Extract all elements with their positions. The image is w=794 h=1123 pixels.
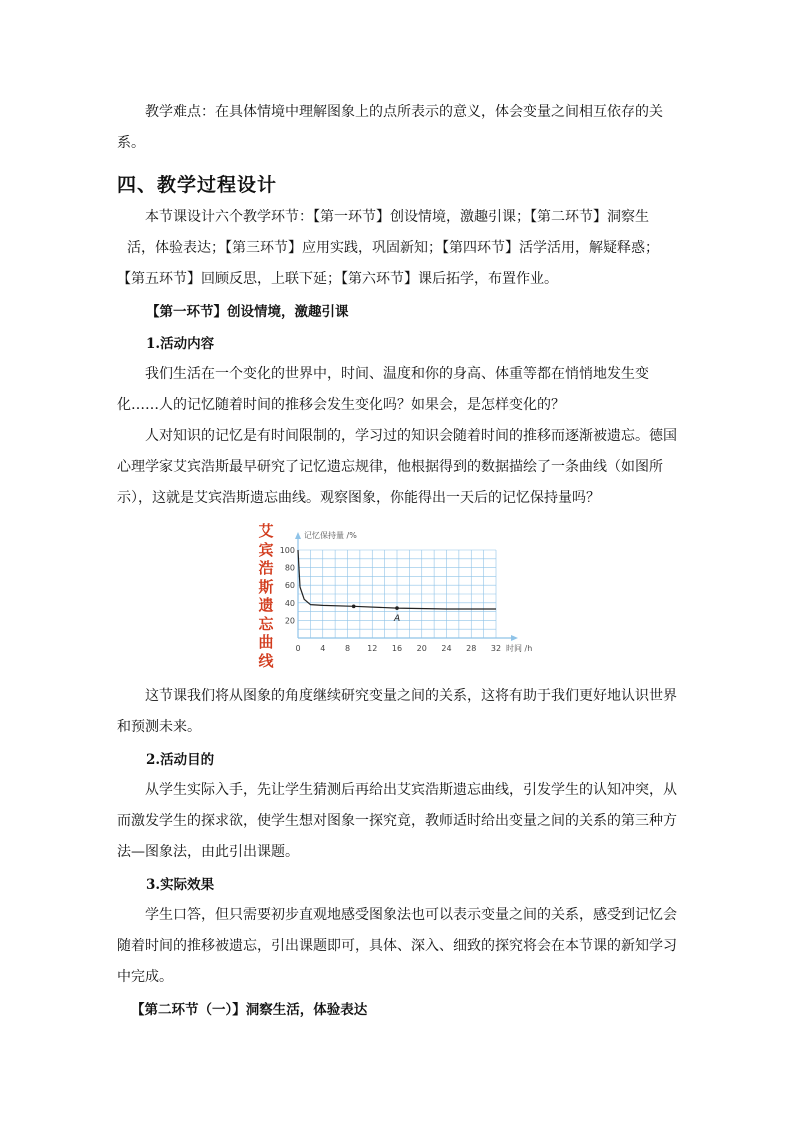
effect-line-1: 学生口答，但只需要初步直观地感受图象法也可以表示变量之间的关系，感受到记忆会 bbox=[145, 907, 677, 923]
y-tick-label: 20 bbox=[284, 616, 295, 626]
goal-line-2: 而激发学生的探求欲，使学生想对图象一探究竟，教师适时给出变量之间的关系的第三种方 bbox=[117, 813, 677, 829]
x-axis-label: 时间 /h bbox=[506, 644, 533, 653]
x-axis-arrow bbox=[511, 635, 518, 641]
teaching-difficulty-line-2: 系。 bbox=[117, 135, 145, 151]
x-tick-label: 32 bbox=[490, 644, 502, 653]
y-axis-arrow bbox=[295, 532, 301, 539]
intro-line-2: 活，体验表达；【第三环节】应用实践，巩固新知；【第四环节】活学活用，解疑释惑； bbox=[127, 240, 659, 256]
y-tick-label: 100 bbox=[279, 546, 295, 555]
x-tick-label: 12 bbox=[367, 644, 378, 653]
y-tick-label: 40 bbox=[284, 598, 295, 608]
teaching-difficulty-line-1: 教学难点：在具体情境中理解图象上的点所表示的意义，体会变量之间相互依存的关 bbox=[145, 104, 663, 120]
paragraph-2-line-2: 心理学家艾宾浩斯最早研究了记忆遗忘规律，他根据得到的数据描绘了一条曲线（如图所 bbox=[117, 459, 663, 475]
chart-title-char: 忘 bbox=[258, 614, 274, 633]
after-chart-line-1: 这节课我们将从图象的角度继续研究变量之间的关系，这将有助于我们更好地认识世界 bbox=[145, 688, 677, 704]
chart-title-char: 浩 bbox=[258, 559, 274, 577]
forgetting-curve-figure bbox=[248, 520, 548, 668]
paragraph-1-line-1: 我们生活在一个变化的世界中，时间、温度和你的身高、体重等都在悄悄地发生变 bbox=[145, 366, 649, 382]
chart-title-char: 曲 bbox=[258, 633, 274, 651]
x-tick-label: 24 bbox=[441, 644, 452, 653]
x-tick-label: 4 bbox=[320, 644, 326, 653]
stage1-heading: 【第一环节】创设情境，激趣引课 bbox=[146, 304, 349, 320]
chart-title-char: 线 bbox=[258, 651, 274, 670]
paragraph-1-line-2: 化……人的记忆随着时间的推移会发生变化吗？如果会，是怎样变化的？ bbox=[117, 397, 565, 413]
actual-effect-title: 3.实际效果 bbox=[146, 877, 215, 893]
after-chart-line-2: 和预测未来。 bbox=[117, 719, 201, 735]
chart-title-char: 遗 bbox=[258, 596, 274, 614]
point-label: A bbox=[394, 614, 401, 625]
forgetting-curve-chart bbox=[248, 520, 548, 668]
curve-point bbox=[352, 605, 356, 609]
activity-content-title: 1.活动内容 bbox=[146, 336, 215, 352]
y-tick-label: 60 bbox=[284, 581, 295, 591]
x-tick-label: 20 bbox=[416, 644, 427, 653]
chart-title-char: 斯 bbox=[258, 577, 274, 596]
section-title: 四、教学过程设计 bbox=[117, 174, 278, 196]
intro-line-1: 本节课设计六个教学环节：【第一环节】创设情境，激趣引课；【第二环节】洞察生 bbox=[145, 209, 649, 225]
y-tick-label: 80 bbox=[284, 563, 295, 573]
x-tick-label: 8 bbox=[344, 644, 351, 653]
x-tick-label: 16 bbox=[391, 644, 403, 653]
x-tick-label: 0 bbox=[295, 644, 301, 653]
effect-line-2: 随着时间的推移被遗忘，引出课题即可，具体、深入、细致的探究将会在本节课的新知学习 bbox=[117, 938, 677, 954]
activity-goal-title: 2.活动目的 bbox=[146, 752, 215, 768]
paragraph-2-line-1: 人对知识的记忆是有时间限制的，学习过的知识会随着时间的推移而逐渐被遗忘。德国 bbox=[145, 428, 677, 444]
y-axis-label: 记忆保持量 /% bbox=[304, 531, 357, 540]
chart-title-char: 宾 bbox=[258, 540, 274, 559]
chart-title bbox=[258, 522, 274, 670]
effect-line-3: 中完成。 bbox=[117, 969, 173, 985]
stage2-heading: 【第二环节（一）】洞察生活，体验表达 bbox=[131, 1002, 368, 1018]
intro-line-3: 【第五环节】回顾反思，上联下延；【第六环节】课后拓学，布置作业。 bbox=[117, 271, 558, 287]
chart-title-char: 艾 bbox=[258, 522, 274, 540]
goal-line-1: 从学生实际入手，先让学生猜测后再给出艾宾浩斯遗忘曲线，引发学生的认知冲突，从 bbox=[145, 782, 677, 798]
paragraph-2-line-3: 示），这就是艾宾浩斯遗忘曲线。观察图象，你能得出一天后的记忆保持量吗？ bbox=[117, 490, 600, 506]
curve-point bbox=[395, 606, 399, 610]
x-tick-label: 28 bbox=[466, 644, 477, 653]
goal-line-3: 法—图象法，由此引出课题。 bbox=[117, 844, 299, 860]
